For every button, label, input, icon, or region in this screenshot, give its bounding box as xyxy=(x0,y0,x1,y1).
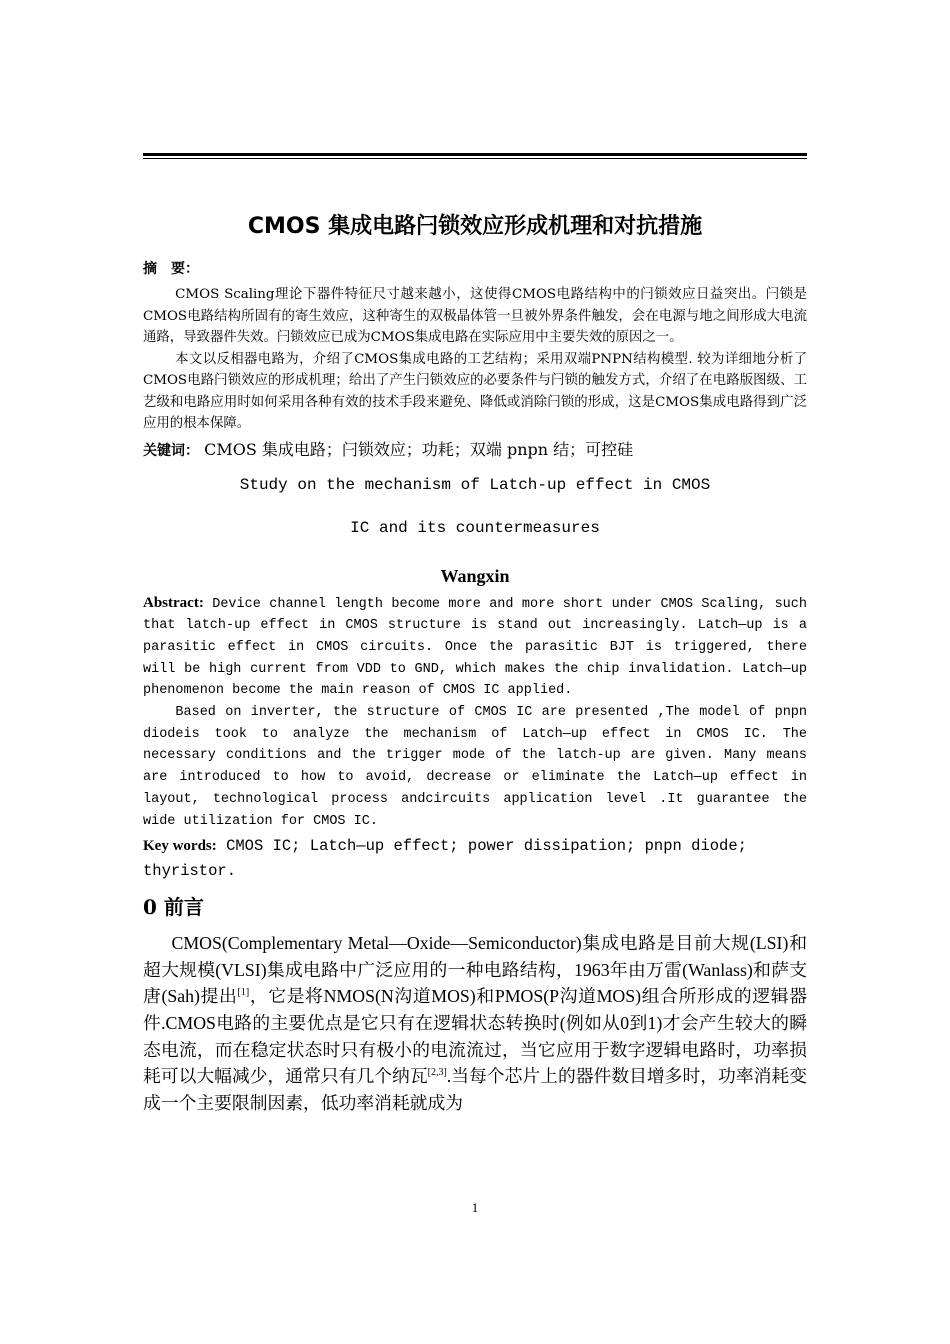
abstract-en xyxy=(143,593,807,833)
english-title-line1: Study on the mechanism of Latch-up effect in CMOS xyxy=(239,475,711,494)
intro-seg1: CMOS(Complementary Metal—Oxide—Semiconductor)集成电路是目前大规(LSI)和超大规模(VLSI)集成电路中广泛应用的一种电路结构，1963年由万雷(Wanlass)和萨支唐(Sah)提出 xyxy=(143,933,807,1007)
keywords-cn-text: CMOS 集成电路；闩锁效应；功耗；双端 pnpn 结；可控硅 xyxy=(204,439,634,459)
keywords-en-label: Key words: xyxy=(143,838,217,855)
abstract-cn xyxy=(143,258,807,435)
keywords-en-text: CMOS IC; Latch—up effect; power dissipation; pnpn diode; thyristor. xyxy=(143,837,747,881)
intro-seg3: .当每个芯片上的器件数目增多时，功率消耗变成一个主要限制因素，低功率消耗就成为 xyxy=(143,1066,807,1113)
abstract-cn-label: 摘 要： xyxy=(143,261,199,277)
english-title-line2: IC and its countermeasures xyxy=(350,518,600,537)
paper-title: CMOS 集成电路闩锁效应形成机理和对抗措施 xyxy=(247,214,703,239)
paper-content xyxy=(143,212,807,1116)
author-name: Wangxin xyxy=(440,565,510,586)
header-rule-thick xyxy=(143,153,807,156)
keywords-cn xyxy=(143,439,807,462)
intro-seg2: ，它是将NMOS(N沟道MOS)和PMOS(P沟道MOS)组合所形成的逻辑器件.CMOS电路的主要优点是它只有在逻辑状态转换时(例如从0到1)才会产生较大的瞬态电流，而在稳定状态时只有极小的电流流过，当它应用于数字逻辑电路时，功率损耗可以大幅减少，通常只有几个纳瓦 xyxy=(143,986,808,1087)
abstract-en-para1-text: Device channel length become more and more short under CMOS Scaling, such that latch-up effect in CMOS structure is stand out increasingly. Latch—up is a parasitic effect in CMOS circuits. Once the parasitic BJT is triggered, there will be high current from VDD to GND, which makes the chip invalidation. Latch—up phenomenon become the main reason of CMOS IC applied. xyxy=(143,596,807,699)
citation-1[interactable]: [1] xyxy=(237,987,250,999)
citation-2-3[interactable]: [2,3] xyxy=(427,1067,447,1079)
abstract-cn-para1: CMOS Scaling理论下器件特征尺寸越来越小，这使得CMOS电路结构中的闩锁效应日益突出。闩锁是CMOS电路结构所固有的寄生效应，这种寄生的双极晶体管一旦被外界条件触发，会在电源与地之间形成大电流通路，导致器件失效。闩锁效应已成为CMOS集成电路在实际应用中主要失效的原因之一。 xyxy=(143,287,807,345)
abstract-en-label: Abstract: xyxy=(143,594,204,611)
abstract-cn-para2: 本文以反相器电路为，介绍了CMOS集成电路的工艺结构；采用双端PNPN结构模型. 较为详细地分析了CMOS电路闩锁效应的形成机理；给出了产生闩锁效应的必要条件与闩锁的触发方式，介绍了在电路版图级、工艺级和电路应用时如何采用各种有效的技术手段来避免、降低或消除闩锁的形成，这是CMOS集成电路得到广泛应用的根本保障。 xyxy=(143,351,807,431)
page-number: 1 xyxy=(471,1200,479,1215)
intro-paragraph xyxy=(143,930,807,1116)
english-title xyxy=(143,474,807,539)
abstract-en-para1 xyxy=(143,593,807,703)
header-rule-thin xyxy=(143,158,807,159)
keywords-en xyxy=(143,834,807,884)
abstract-en-para2: Based on inverter, the structure of CMOS IC are presented ,The model of pnpn diodeis took to analyze the mechanism of Latch—up effect in CMOS IC. The necessary conditions and the trigger mode of the latch-up are given. Many means are introduced to how to avoid, decrease or eliminate the Latch—up effect in layout, technological process andcircuits application level .It guarantee the wide utilization for CMOS IC. xyxy=(143,705,807,829)
keywords-cn-label: 关键词： xyxy=(143,442,199,459)
section-heading-intro: 0 前言 xyxy=(143,895,204,920)
